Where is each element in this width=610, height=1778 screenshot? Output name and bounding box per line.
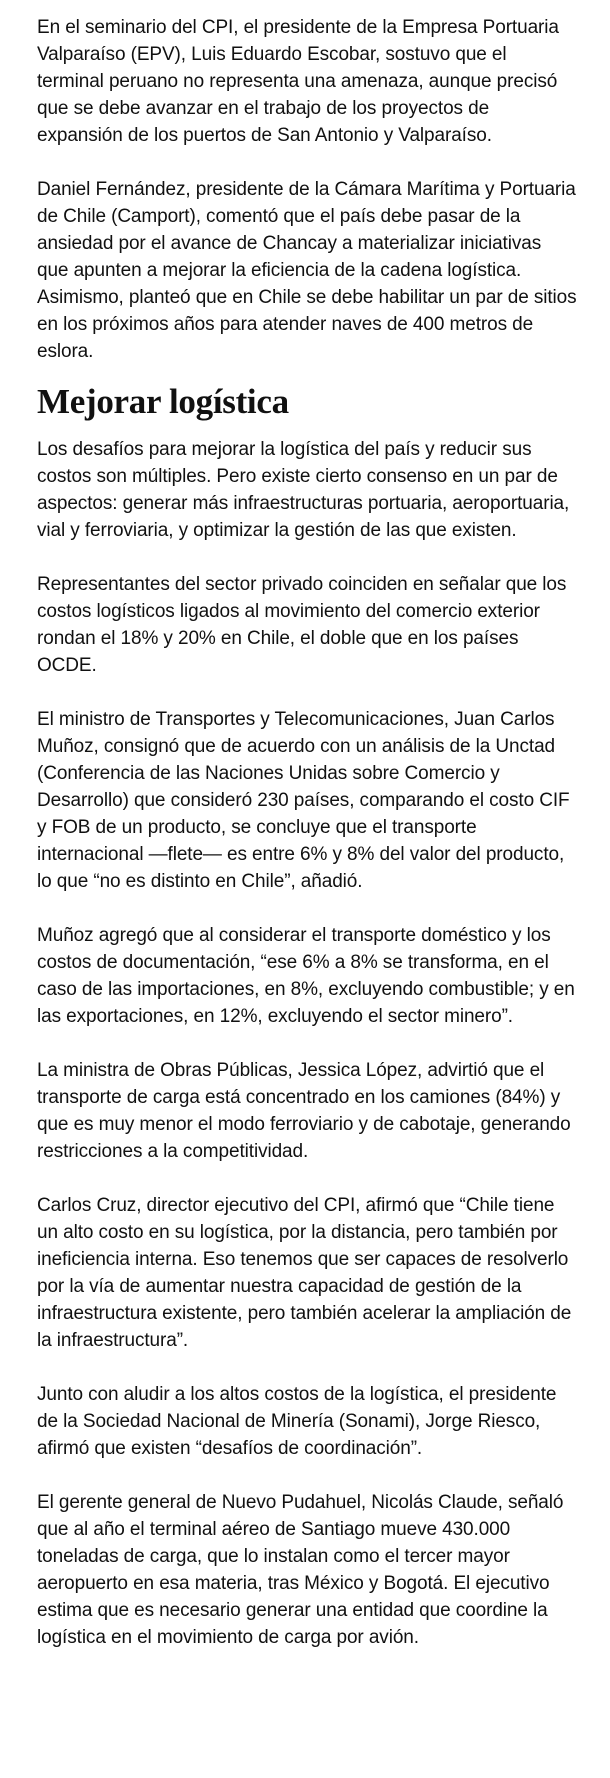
article-body — [37, 14, 577, 1678]
paragraph-fernandez: Daniel Fernández, presidente de la Cámara Marítima y Portuaria de Chile (Camport), comentó que el país debe pasar de la ansiedad por el avance de Chancay a materializar iniciativas que apunten a mejorar la eficiencia de la cadena logística. Asimismo, planteó que en Chile se debe habilitar un par de sitios en los próximos años para atender naves de 400 metros de eslora. — [37, 179, 577, 362]
paragraph-costos-logisticos: Representantes del sector privado coinciden en señalar que los costos logísticos ligados al movimiento del comercio exterior rondan el 18% y 20% en Chile, el doble que en los países OCDE. — [37, 574, 567, 676]
section-heading: Mejorar logística — [37, 382, 289, 421]
paragraph-munoz-transporte: Muñoz agregó que al considerar el transporte doméstico y los costos de documentación, “ese 6% a 8% se transforma, en el caso de las importaciones, en 8%, excluyendo combustible; y en las exportaciones, en 12%, excluyendo el sector minero”. — [37, 925, 575, 1027]
paragraph-riesco: Junto con aludir a los altos costos de la logística, el presidente de la Sociedad Nacional de Minería (Sonami), Jorge Riesco, afirmó que existen “desafíos de coordinación”. — [37, 1384, 557, 1459]
paragraph-cruz: Carlos Cruz, director ejecutivo del CPI, afirmó que “Chile tiene un alto costo en su logística, por la distancia, pero también por ineficiencia interna. Eso tenemos que ser capaces de resolverlo por la vía de aumentar nuestra capacidad de gestión de la infraestructura existente, pero también acelerar la ampliación de la infraestructura”. — [37, 1195, 572, 1351]
paragraph-munoz-unctad: El ministro de Transportes y Telecomunicaciones, Juan Carlos Muñoz, consignó que de acuerdo con un análisis de la Unctad (Conferencia de las Naciones Unidas sobre Comercio y Desarrollo) que consideró 230 países, comparando el costo CIF y FOB de un producto, se concluye que el transporte internacional —flete— es entre 6% y 8% del valor del producto, lo que “no es distinto en Chile”, añadió. — [37, 709, 570, 892]
paragraph-lopez: La ministra de Obras Públicas, Jessica López, advirtió que el transporte de carga está concentrado en los camiones (84%) y que es muy menor el modo ferroviario y de cabotaje, generando restricciones a la competitividad. — [37, 1060, 571, 1162]
paragraph-escobar: En el seminario del CPI, el presidente de la Empresa Portuaria Valparaíso (EPV), Luis Eduardo Escobar, sostuvo que el terminal peruano no representa una amenaza, aunque precisó que se debe avanzar en el trabajo de los proyectos de expansión de los puertos de San Antonio y Valparaíso. — [37, 17, 559, 146]
paragraph-desafios: Los desafíos para mejorar la logística del país y reducir sus costos son múltiples. Pero existe cierto consenso en un par de aspectos: generar más infraestructuras portuaria, aeroportuaria, vial y ferroviaria, y optimizar la gestión de las que existen. — [37, 439, 570, 541]
paragraph-claude: El gerente general de Nuevo Pudahuel, Nicolás Claude, señaló que al año el terminal aéreo de Santiago mueve 430.000 toneladas de carga, que lo instalan como el tercer mayor aeropuerto en esa materia, tras México y Bogotá. El ejecutivo estima que es necesario generar una entidad que coordine la logística en el movimiento de carga por avión. — [37, 1492, 564, 1648]
